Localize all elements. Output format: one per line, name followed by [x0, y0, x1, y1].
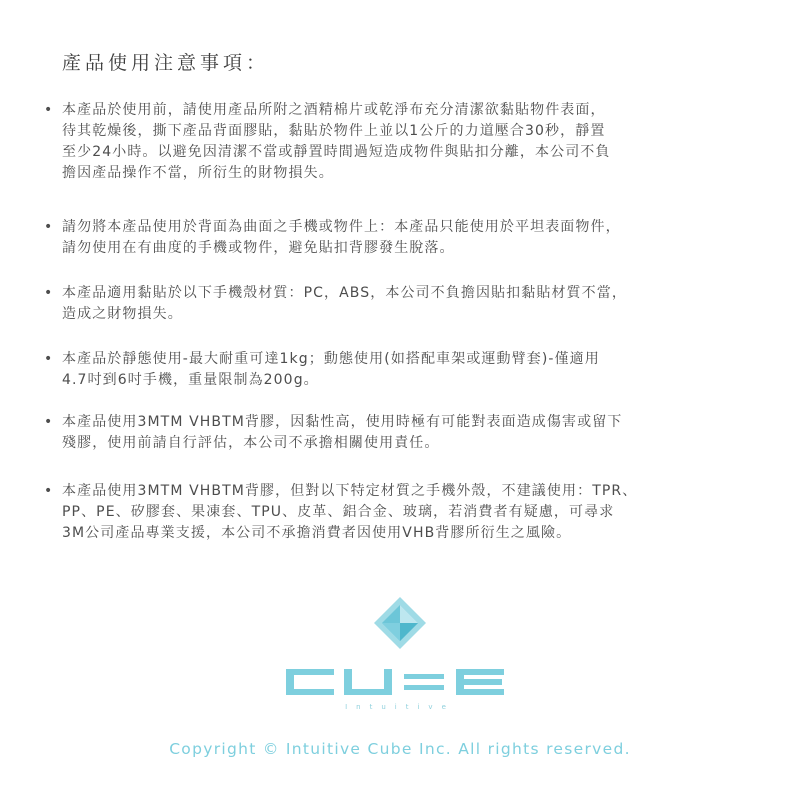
notice-item: [44, 349, 774, 391]
notice-line: 本產品使用3MTM VHBTM背膠，因黏性高，使用時極有可能對表面造成傷害或留下: [62, 414, 623, 430]
brand-logo: [0, 595, 800, 725]
notice-item: [44, 481, 774, 544]
cube-diamond-icon: [374, 597, 426, 649]
notice-line: 至少24小時。以避免因清潔不當或靜置時間過短造成物件與貼扣分離，本公司不負: [62, 144, 611, 160]
notice-item: [44, 283, 774, 325]
cube-wordmark: [286, 669, 504, 695]
bullet-icon: •: [44, 351, 54, 367]
bullet-icon: •: [44, 285, 54, 301]
notice-line: 本產品於使用前，請使用產品所附之酒精棉片或乾淨布充分清潔欲黏貼物件表面，: [62, 102, 606, 118]
notice-line: PP、PE、矽膠套、果凍套、TPU、皮革、鋁合金、玻璃，若消費者有疑慮，可尋求: [62, 504, 615, 520]
page-title: 產品使用注意事項：: [62, 52, 270, 74]
notice-item: [44, 100, 774, 184]
notice-line: 殘膠，使用前請自行評估，本公司不承擔相關使用責任。: [62, 435, 440, 451]
notice-item: [44, 412, 774, 454]
copyright-notice: Copyright © Intuitive Cube Inc. All rights reserved.: [169, 740, 631, 758]
notice-line: 3M公司產品專業支援，本公司不承擔消費者因使用VHB背膠所衍生之風險。: [62, 525, 572, 541]
cube-logo-svg: [280, 595, 520, 705]
notice-line: 待其乾燥後，撕下產品背面膠貼，黏貼於物件上並以1公斤的力道壓合30秒，靜置: [62, 123, 606, 139]
bullet-icon: •: [44, 102, 54, 118]
logo-tagline: Intuitive: [345, 703, 455, 711]
notice-line: 本產品使用3MTM VHBTM背膠，但對以下特定材質之手機外殼，不建議使用：TPR、: [62, 483, 638, 499]
notice-line: 4.7吋到6吋手機，重量限制為200g。: [62, 372, 319, 388]
bullet-icon: •: [44, 483, 54, 499]
bullet-icon: •: [44, 414, 54, 430]
notice-line: 請勿使用在有曲度的手機或物件，避免貼扣背膠發生脫落。: [62, 240, 455, 256]
notice-line: 本產品適用黏貼於以下手機殼材質：PC，ABS，本公司不負擔因貼扣黏貼材質不當，: [62, 285, 627, 301]
bullet-icon: •: [44, 219, 54, 235]
notice-item: [44, 217, 774, 259]
notice-line: 本產品於靜態使用-最大耐重可達1kg；動態使用(如搭配車架或運動臂套)-僅適用: [62, 351, 600, 367]
notice-line: 造成之財物損失。: [62, 306, 183, 322]
notice-line: 擔因產品操作不當，所衍生的財物損失。: [62, 165, 334, 181]
notice-line: 請勿將本產品使用於背面為曲面之手機或物件上：本產品只能使用於平坦表面物件，: [62, 219, 621, 235]
